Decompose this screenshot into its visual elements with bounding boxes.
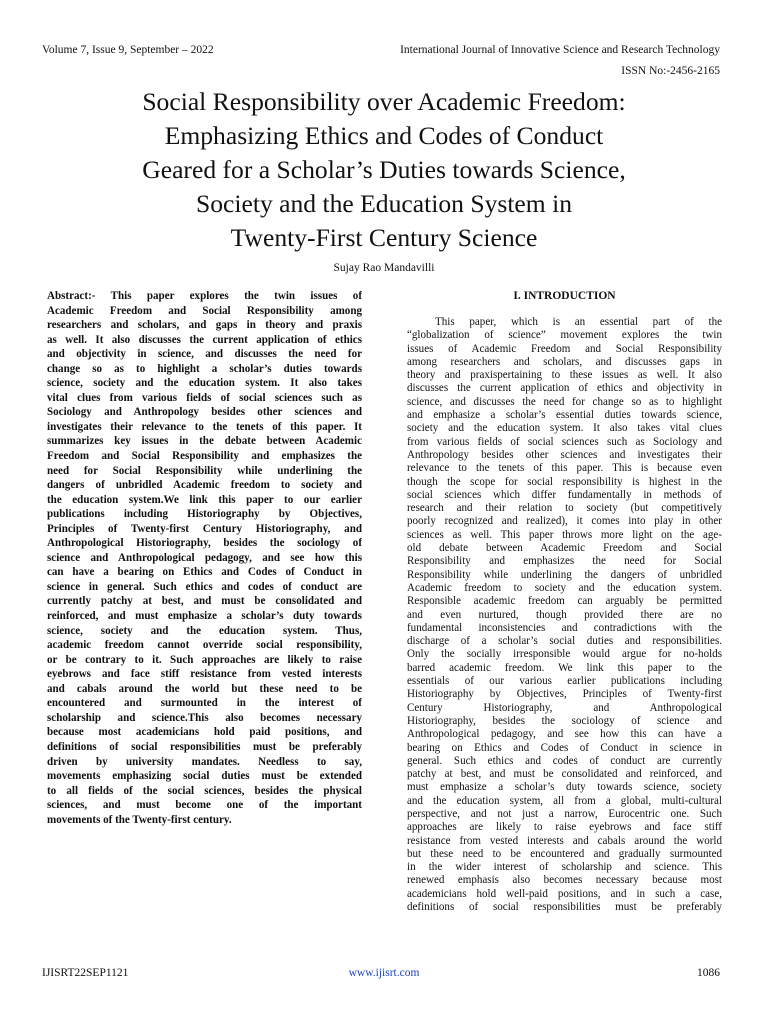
introduction-line: definitions of social responsibilities must be preferably (407, 901, 722, 914)
abstract-line: change so as to highlight a scholar’s duties towards (47, 362, 362, 375)
footer-page-number: 1086 (697, 967, 720, 979)
abstract-line: vital clues from various fields of social sciences such as (47, 391, 362, 404)
introduction-line: from various fields of social sciences such as Sociology and (407, 435, 722, 448)
introduction-line: must emphasize a scholar’s duty towards science, society (407, 781, 722, 794)
introduction-line: resistance from vested interests and cabals around the world (407, 834, 722, 847)
introduction-line: renewed emphasis also becomes necessary because most (407, 874, 722, 887)
introduction-line: fundamental inconsistencies and contradictions with the (407, 621, 722, 634)
abstract-line: movements emphasizing social duties must be extended (47, 770, 362, 783)
introduction-line: though the scope for social responsibility is highest in the (407, 475, 722, 488)
introduction-line: Responsibility while underlining the dangers of unbridled (407, 568, 722, 581)
abstract-line: because most academicians hold paid positions, and (47, 726, 362, 739)
introduction-line: Century Historiography, and Anthropological (407, 701, 722, 714)
abstract-line: movements of the Twenty-first century. (47, 813, 232, 826)
introduction-line: Historiography, besides the sociology of science and (407, 714, 722, 727)
title-line: Emphasizing Ethics and Codes of Conduct (164, 121, 604, 150)
abstract-line: Freedom and Social Responsibility and emphasizes the (47, 450, 362, 463)
introduction-line: sciences as well. This paper throws more light on the age- (407, 528, 722, 541)
introduction-line: discharge of a scholar’s social duties and responsibilities. (407, 635, 722, 648)
abstract-line: as well. It also discusses the current application of ethics (47, 333, 362, 346)
abstract-line: Anthropological Historiography, besides the sociology of (47, 537, 362, 550)
abstract-line: reinforced, and must emphasize a scholar’s duty towards (47, 610, 362, 623)
introduction-line: in the wider interest of scholarship and science. This (407, 861, 722, 874)
abstract-line: Principles of Twenty-first Century Historiography, and (47, 522, 362, 535)
footer-website-link[interactable]: www.ijisrt.com (348, 967, 420, 979)
introduction-line: barred academic freedom. We link this paper to the (407, 661, 722, 674)
introduction-line: science, and discusses the need for change so as to highlight (407, 395, 722, 408)
abstract-line: dangers of unbridled Academic freedom to society and (47, 479, 362, 492)
introduction-line: research and their relation to society (but competitively (407, 502, 722, 515)
introduction-line: issues of Academic Freedom and Social Responsibility (407, 342, 722, 355)
abstract-line: investigates their relevance to the tenets of this paper. It (47, 420, 362, 433)
introduction-line: approaches are likely to raise eyebrows and face stiff (407, 821, 722, 834)
introduction-body (407, 316, 722, 914)
introduction-line: Responsible academic freedom can arguably be permitted (407, 595, 722, 608)
running-header-issn: ISSN No:-2456-2165 (621, 65, 720, 77)
introduction-line: Only the socially irresponsible would argue for no-holds (407, 648, 722, 661)
abstract-line: summarizes key issues in the debate between Academic (47, 435, 362, 448)
abstract-line: science, society and the education system. It also takes (47, 377, 362, 390)
introduction-line: Anthropological pedagogy, and see how this can have a (407, 728, 722, 741)
abstract-line: Sociology and Anthropology besides other sciences and (47, 406, 362, 419)
footer-paper-id: IJISRT22SEP1121 (42, 967, 129, 979)
abstract-line: to all fields of the social sciences, besides the physical (47, 784, 362, 797)
abstract-column (47, 289, 362, 827)
abstract-line: need for Social Responsibility while underlining the (47, 464, 362, 477)
abstract-line: encountered and surmounted in the interest of (47, 697, 362, 710)
introduction-line: This paper, which is an essential part of the (435, 316, 722, 328)
introduction-line: and the education system, all from a global, multi-cultural (407, 794, 722, 807)
paper-title (60, 85, 708, 255)
introduction-line: relevance to the tenets of this paper. This is because even (407, 462, 722, 475)
running-header-journal: International Journal of Innovative Science and Research Technology (400, 44, 720, 56)
abstract-line: currently patchy at best, and must be consolidated and (47, 595, 362, 608)
abstract-line: the education system.We link this paper to our earlier (47, 493, 362, 506)
abstract-line: can have a bearing on Ethics and Codes of Conduct in (47, 566, 362, 579)
abstract-line: science in general. Such ethics and codes of conduct are (47, 580, 362, 593)
abstract-line: and objectivity in science, and discusses the need for (47, 348, 362, 361)
introduction-line: Academic freedom to society and the education system. (407, 581, 722, 594)
introduction-line: patchy at best, and must be consolidated and reinforced, and (407, 768, 722, 781)
introduction-line: theory and praxispertaining to these issues as well. It also (407, 369, 722, 382)
section-heading-introduction: I. INTRODUCTION (513, 290, 616, 302)
title-line: Social Responsibility over Academic Freedom: (142, 87, 626, 116)
introduction-column (407, 289, 722, 914)
title-line: Geared for a Scholar’s Duties towards Science, (142, 155, 626, 184)
abstract-line: or be contrary to it. Such approaches are likely to raise (47, 653, 362, 666)
introduction-line: Anthropology besides other sciences and investigates their (407, 448, 722, 461)
abstract-line: sciences, and must become one of the important (47, 799, 362, 812)
introduction-line: poorly recognized and realized), it comes into play in other (407, 515, 722, 528)
abstract-line: researchers and scholars, and gaps in theory and praxis (47, 319, 362, 332)
introduction-line: perspective, and not just a narrow, Eurocentric one. Such (407, 807, 722, 820)
introduction-line: among researchers and scholars, and discusses gaps in (407, 355, 722, 368)
title-line: Twenty-First Century Science (230, 223, 538, 252)
introduction-line: and emphasize a scholar’s essential duties towards science, (407, 409, 722, 422)
introduction-line: social sciences which differ fundamentally in methods of (407, 488, 722, 501)
introduction-line: but these need to be encountered and gradually surmounted (407, 847, 722, 860)
abstract-line: Academic Freedom and Social Responsibility among (47, 304, 362, 317)
introduction-line: general. Such ethics and codes of conduct are currently (407, 754, 722, 767)
introduction-line: essentials of our various earlier publications including (407, 675, 722, 688)
introduction-line: society and the education system. It also takes vital clues (407, 422, 722, 435)
abstract-line: publications including Historiography by Objectives, (47, 508, 362, 521)
introduction-line: Historiography by Objectives, Principles of Twenty-first (407, 688, 722, 701)
abstract-line: academic freedom cannot override social responsibility, (47, 639, 362, 652)
abstract-line: driven by university mandates. Needless to say, (47, 755, 362, 768)
abstract-line: Abstract:- This paper explores the twin issues of (47, 290, 362, 302)
running-header-volume: Volume 7, Issue 9, September – 2022 (42, 44, 214, 56)
introduction-line: discusses the current application of ethics and objectivity in (407, 382, 722, 395)
introduction-line: “globalization of science” movement explores the twin (407, 329, 722, 342)
author-name: Sujay Rao Mandavilli (333, 262, 435, 274)
introduction-line: Responsibility and emphasizes the need for Social (407, 555, 722, 568)
abstract-line: science and Anthropological pedagogy, and see how this (47, 551, 362, 564)
abstract-line: science, society and the education system. Thus, (47, 624, 362, 637)
abstract-line: scholarship and science.This also becomes necessary (47, 711, 362, 724)
introduction-line: academicians hold well-paid positions, and in such a case, (407, 887, 722, 900)
title-line: Society and the Education System in (195, 189, 573, 218)
abstract-line: and cabals around the world but these need to be (47, 682, 362, 695)
abstract-line: eyebrows and face stiff resistance from vested interests (47, 668, 362, 681)
abstract-line: definitions of social responsibilities must be preferably (47, 740, 362, 753)
introduction-line: and even nurtured, though provided there are no (407, 608, 722, 621)
introduction-line: bearing on Ethics and Codes of Conduct in science in (407, 741, 722, 754)
introduction-line: old debate between Academic Freedom and Social (407, 542, 722, 555)
